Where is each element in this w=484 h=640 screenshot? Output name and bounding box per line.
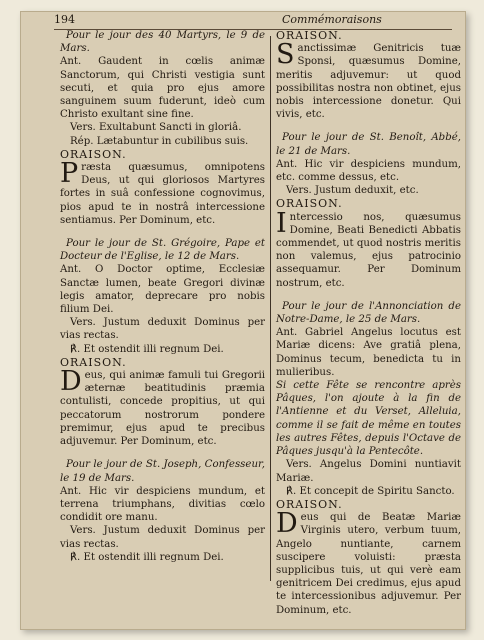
prayer-paragraph <box>276 207 461 290</box>
column-divider <box>270 36 271 581</box>
prayer-text: eus qui de Beatæ Mariæ Virginis utero, verbum tuum, Angelo nuntiante, carnem suscipere voluisti: præsta supplicibus tuis, ut qui verè eam genitricem Dei credimus, ejus apud te intercessionibus adjuvemur. Per Dominum, etc. <box>276 512 461 616</box>
oraison-heading: ORAISON. <box>276 29 343 42</box>
oraison-heading: ORAISON. <box>60 147 127 161</box>
running-header <box>54 13 452 29</box>
prayer-text: eus, qui animæ famuli tui Gregorii æternæ beatitudinis præmia contulisti, concede propitius, ut qui peccatorum nostrorum pondere premimur, ejus apud te precibus adjuvemur. Per Dominum, etc. <box>60 370 265 448</box>
feast-title-40-martyrs: Pour le jour des 40 Martyrs, le 9 de Mars. <box>60 30 265 55</box>
prayer-paragraph <box>276 39 461 121</box>
versicle: Vers. Angelus Domini nuntiavit Mariæ. <box>276 459 461 484</box>
oraison-heading: ORAISON. <box>276 497 343 511</box>
drop-cap: S <box>276 39 295 71</box>
versicle: Vers. Justum deduxit Dominus per vias rectas. <box>60 525 265 550</box>
antiphon: Ant. O Doctor optime, Ecclesiæ Sanctæ lumen, beate Gregori divinæ legis amator, deprecare pro nobis filium Dei. <box>60 264 265 316</box>
drop-cap: P <box>60 158 79 190</box>
rubric-note: Si cette Fête se rencontre après Pâques, l'on ajoute à la fin de l'Antienne et du Verset, Alleluia, comme il se fait de même en toutes les autres Fêtes, depuis l'Octave de Pâques jusqu'à la Pentecôte. <box>276 380 461 458</box>
section-gap <box>60 227 265 237</box>
antiphon: Ant. Gaudent in cœlis animæ Sanctorum, qui Christi vestigia sunt secuti, et quia pro ejus amore sanguinem suum fuderunt, ideò cum Christo exultant sine fine. <box>60 56 265 121</box>
right-column <box>276 29 461 617</box>
feast-title-st-joseph: Pour le jour de St. Joseph, Confesseur, le 19 de Mars. <box>60 459 265 484</box>
response: ℟. Et ostendit illi regnum Dei. <box>70 343 224 355</box>
antiphon: Ant. Hic vir despiciens mundum, etc. comme dessus, etc. <box>276 158 461 184</box>
antiphon: Ant. Gabriel Angelus locutus est Mariæ dicens: Ave gratiâ plena, Dominus tecum, benedicta tu in mulieribus. <box>276 327 461 378</box>
feast-title-st-gregoire: Pour le jour de St. Grégoire, Pape et Docteur de l'Eglise, le 12 de Mars. <box>60 238 265 263</box>
left-column <box>60 29 265 564</box>
feast-title-st-benoit: Pour le jour de St. Benoît, Abbé, le 21 de Mars. <box>276 132 461 157</box>
prayer-text: ntercessio nos, quæsumus Domine, Beati Benedicti Abbatis commendet, ut quod nostris meritis non valemus, ejus patrocinio assequamur. Per Dominum nostrum, etc. <box>276 211 461 289</box>
prayer-paragraph <box>60 158 265 227</box>
drop-cap: D <box>60 366 82 398</box>
versicle: Vers. Justum deduxit Dominus per vias rectas. <box>60 317 265 342</box>
section-gap <box>276 290 461 300</box>
book-page <box>20 11 466 630</box>
prayer-text: ræsta quæsumus, omnipotens Deus, ut qui gloriosos Martyres fortes in suâ confessione cognovimus, pios apud te in nostrâ intercessione sentiamus. Per Dominum, etc. <box>60 162 265 226</box>
drop-cap: D <box>276 508 298 540</box>
section-gap <box>60 448 265 458</box>
prayer-paragraph <box>276 508 461 617</box>
response: ℟. Et concepit de Spiritu Sancto. <box>286 485 455 497</box>
prayer-text: anctissimæ Genitricis tuæ Sponsi, quæsumus Domine, meritis adjuvemur: ut quod possibilitas nostra non obtinet, ejus nobis intercessione donetur. Qui vivis, etc. <box>276 43 461 121</box>
oraison-heading: ORAISON. <box>60 355 127 369</box>
drop-cap: I <box>276 207 287 239</box>
response: Rép. Lætabuntur in cubilibus suis. <box>70 135 249 147</box>
response: ℟. Et ostendit illi regnum Dei. <box>70 551 224 563</box>
section-gap <box>276 121 461 131</box>
versicle: Vers. Justum deduxit, etc. <box>286 185 419 197</box>
prayer-paragraph <box>60 366 265 448</box>
antiphon: Ant. Hic vir despiciens mundum, et terrena triumphans, divitias cœlo condidit ore manu. <box>60 485 265 524</box>
oraison-heading: ORAISON. <box>276 197 343 211</box>
feast-title-annonciation: Pour le jour de l'Annonciation de Notre-Dame, le 25 de Mars. <box>276 300 461 326</box>
versicle: Vers. Exultabunt Sancti in gloriâ. <box>70 122 242 134</box>
page-number: 194 <box>54 13 75 26</box>
running-title: Commémoraisons <box>282 13 382 26</box>
